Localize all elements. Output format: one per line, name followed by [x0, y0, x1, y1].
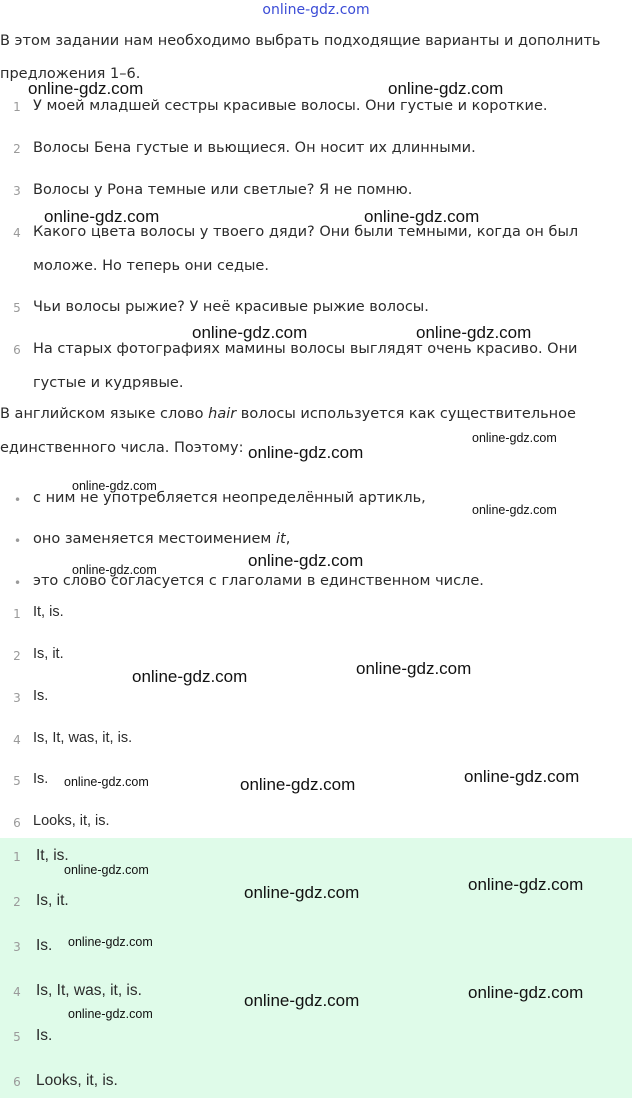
watermark: online-gdz.com	[248, 551, 364, 570]
watermark: online-gdz.com	[44, 207, 160, 226]
answer-number: 4	[13, 985, 21, 999]
answer-number: 4	[13, 733, 21, 747]
watermark: online-gdz.com	[68, 1007, 153, 1021]
answer-number: 2	[13, 649, 21, 663]
watermark: online-gdz.com	[248, 443, 364, 462]
sentence-number: 6	[13, 343, 21, 357]
watermark: online-gdz.com	[240, 775, 356, 794]
watermark: online-gdz.com	[28, 79, 144, 98]
explanation-keyword: hair	[208, 406, 237, 422]
answer-text: Is.	[36, 937, 53, 954]
watermark: online-gdz.com	[72, 563, 157, 577]
sentence-number: 1	[13, 100, 21, 114]
intro-text-line-1: В этом задании нам необходимо выбрать подходящие варианты и дополнить	[0, 33, 601, 49]
answer-number: 6	[13, 1075, 21, 1089]
bullet-icon: •	[14, 493, 22, 507]
answer-text: Looks, it, is.	[36, 1072, 118, 1089]
watermark: online-gdz.com	[132, 667, 248, 686]
site-header-link[interactable]: online-gdz.com	[262, 2, 370, 18]
rule-bullet-item: с ним не употребляется неопределённый артикль,	[33, 490, 426, 506]
explanation-text: волосы используется как существительное	[236, 406, 576, 422]
watermark: online-gdz.com	[64, 863, 149, 877]
bullet-text: оно заменяется местоимением	[33, 531, 276, 547]
watermark: online-gdz.com	[68, 935, 153, 949]
watermark: online-gdz.com	[192, 323, 308, 342]
sentence-text-continued: моложе. Но теперь они седые.	[33, 258, 269, 274]
answer-number: 6	[13, 816, 21, 830]
answer-number: 5	[13, 1030, 21, 1044]
bullet-icon: •	[14, 534, 22, 548]
sentence-text: Какого цвета волосы у твоего дяди? Они были темными, когда он был	[33, 224, 579, 240]
answer-number: 1	[13, 850, 21, 864]
watermark: online-gdz.com	[388, 79, 504, 98]
sentence-text: Чьи волосы рыжие? У неё красивые рыжие волосы.	[33, 299, 429, 315]
sentence-text: Волосы у Рона темные или светлые? Я не помню.	[33, 182, 413, 198]
answer-text: Is, it.	[36, 892, 69, 909]
rule-bullet-item	[33, 531, 290, 547]
watermark: online-gdz.com	[244, 991, 360, 1010]
watermark: online-gdz.com	[72, 479, 157, 493]
bullet-keyword: it	[275, 531, 286, 547]
sentence-text: У моей младшей сестры красивые волосы. Они густые и короткие.	[33, 98, 548, 114]
sentence-number: 5	[13, 301, 21, 315]
watermark: online-gdz.com	[416, 323, 532, 342]
watermark: online-gdz.com	[472, 431, 557, 445]
answer-text: It, is.	[36, 847, 69, 864]
rule-bullet-item: это слово согласуется с глаголами в единственном числе.	[33, 573, 484, 589]
intro-text-line-2: предложения 1–6.	[0, 66, 141, 82]
answer-text: It, is.	[33, 604, 64, 620]
sentence-number: 4	[13, 226, 21, 240]
answer-text: Is.	[36, 1027, 53, 1044]
answer-text: Is.	[33, 771, 49, 787]
answer-number: 5	[13, 774, 21, 788]
sentence-text: Волосы Бена густые и вьющиеся. Он носит их длинными.	[33, 140, 476, 156]
bullet-text: ,	[285, 531, 291, 547]
watermark: online-gdz.com	[244, 883, 360, 902]
watermark: online-gdz.com	[472, 503, 557, 517]
answer-number: 1	[13, 607, 21, 621]
answer-number: 3	[13, 940, 21, 954]
watermark: online-gdz.com	[468, 875, 584, 894]
explanation-line-1	[0, 406, 576, 422]
answer-text: Is, It, was, it, is.	[33, 730, 133, 746]
explanation-text: В английском языке слово	[0, 406, 209, 422]
answer-text: Is, it.	[33, 646, 64, 662]
watermark: online-gdz.com	[468, 983, 584, 1002]
answer-number: 3	[13, 691, 21, 705]
sentence-text: На старых фотографиях мамины волосы выглядят очень красиво. Они	[33, 341, 578, 357]
answer-number: 2	[13, 895, 21, 909]
sentence-number: 3	[13, 184, 21, 198]
explanation-line-2: единственного числа. Поэтому:	[0, 440, 244, 456]
answer-text: Is.	[33, 688, 49, 704]
answer-text: Looks, it, is.	[33, 813, 110, 829]
answer-text: Is, It, was, it, is.	[36, 982, 142, 999]
sentence-number: 2	[13, 142, 21, 156]
sentence-text-continued: густые и кудрявые.	[33, 375, 184, 391]
watermark: online-gdz.com	[356, 659, 472, 678]
watermark: online-gdz.com	[464, 767, 580, 786]
watermark: online-gdz.com	[364, 207, 480, 226]
bullet-icon: •	[14, 576, 22, 590]
watermark: online-gdz.com	[64, 775, 149, 789]
